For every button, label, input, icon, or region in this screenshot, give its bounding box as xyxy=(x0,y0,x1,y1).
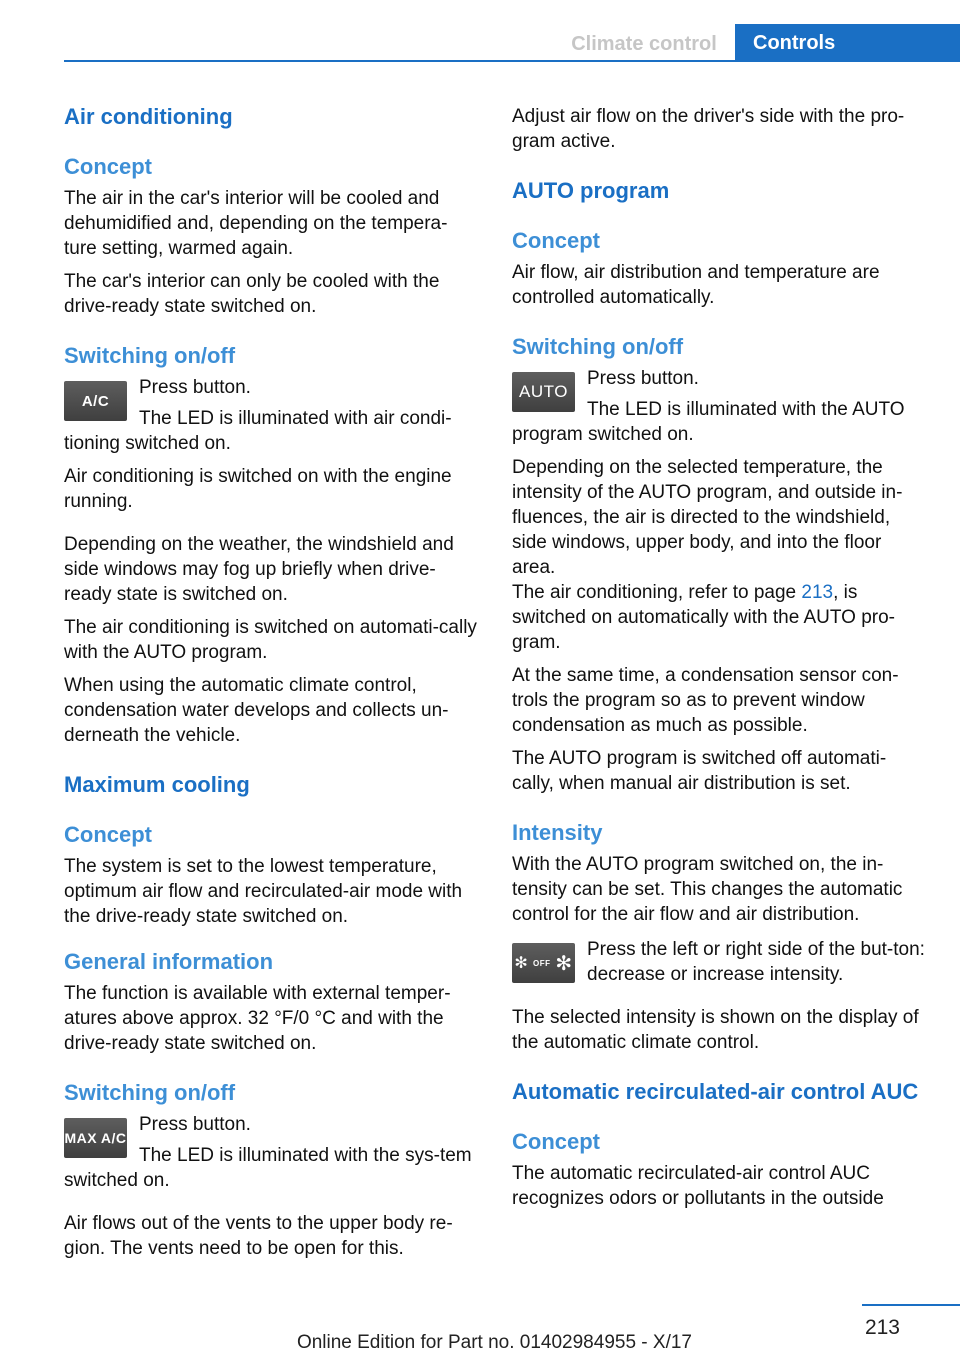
chapter-tab[interactable]: Controls xyxy=(735,24,960,61)
heading-switching: Switching on/off xyxy=(512,334,684,359)
paragraph: Depending on the weather, the windshield and side windows may fog up briefly when drive-ready state is switched on. xyxy=(64,534,454,605)
page-number: 213 xyxy=(864,1316,900,1339)
fan-icon: ✻ xyxy=(555,952,573,975)
heading-general-information: General information xyxy=(64,949,274,974)
fan-icon: ✻ xyxy=(514,955,529,972)
paragraph: Air flow, air distribution and temperature are controlled automatically. xyxy=(512,262,880,308)
intensity-button-icon xyxy=(512,943,575,983)
paragraph: The car's interior can only be cooled with the drive-ready state switched on. xyxy=(64,271,440,317)
paragraph: Air flows out of the vents to the upper body re-gion. The vents need to be open for this. xyxy=(64,1213,453,1259)
paragraph: Adjust air flow on the driver's side with the pro-gram active. xyxy=(512,106,905,152)
paragraph: At the same time, a condensation sensor con-trols the program so as to prevent window condensation as much as possible. xyxy=(512,665,899,736)
paragraph: Press button. xyxy=(139,1114,251,1135)
heading-switching: Switching on/off xyxy=(64,1080,236,1105)
edition-note: Online Edition for Part no. 01402984955 - X/17 xyxy=(296,1332,692,1353)
paragraph: The AUTO program is switched off automati-cally, when manual air distribution is set. xyxy=(512,748,887,794)
paragraph: The system is set to the lowest temperature, optimum air flow and recirculated-air mode with the drive-ready state switched on. xyxy=(64,856,463,927)
left-column xyxy=(64,100,479,1261)
heading-maximum-cooling: Maximum cooling xyxy=(64,772,250,797)
heading-air-conditioning: Air conditioning xyxy=(64,104,233,129)
paragraph: The LED is illuminated with air condi-tioning switched on. xyxy=(64,408,452,454)
heading-switching: Switching on/off xyxy=(64,343,236,368)
paragraph: Press button. xyxy=(139,377,251,398)
heading-auto-program: AUTO program xyxy=(512,178,670,203)
paragraph: When using the automatic climate control, condensation water develops and collects un-derneath the vehicle. xyxy=(64,675,449,746)
heading-concept: Concept xyxy=(64,154,152,179)
paragraph: Press button. xyxy=(587,368,699,389)
paragraph: Depending on the selected temperature, the intensity of the AUTO program, and outside in-fluences, the air is directed to the windshield, side windows, upper body, and into the floor area. xyxy=(512,457,903,578)
right-column xyxy=(512,100,928,1211)
paragraph: The automatic recirculated-air control AUC recognizes odors or pollutants in the outside xyxy=(512,1163,884,1209)
paragraph: The air in the car's interior will be cooled and dehumidified and, depending on the tempera-ture setting, warmed again. xyxy=(64,188,448,259)
heading-concept: Concept xyxy=(512,228,600,253)
paragraph: The LED is illuminated with the sys-tem switched on. xyxy=(64,1145,472,1191)
heading-intensity: Intensity xyxy=(512,820,603,845)
ac-button-icon: A/C xyxy=(64,381,127,421)
paragraph: With the AUTO program switched on, the in-tensity can be set. This changes the automatic control for the air flow and air distribution. xyxy=(512,854,903,925)
paragraph: The function is available with external temper-atures above approx. 32 °F/0 °C and with the drive-ready state switched on. xyxy=(64,983,451,1054)
auto-button-icon: AUTO xyxy=(512,372,575,412)
paragraph: The selected intensity is shown on the display of the automatic climate control. xyxy=(512,1007,919,1053)
page-link[interactable]: 213 xyxy=(801,582,834,603)
section-tab[interactable]: Climate control xyxy=(571,33,717,55)
heading-concept: Concept xyxy=(512,1129,600,1154)
heading-concept: Concept xyxy=(64,822,152,847)
footer-rule xyxy=(862,1304,960,1306)
paragraph: , is switched on automatically with the AUTO pro-gram. xyxy=(512,582,895,653)
paragraph: Press the left or right side of the but-ton: decrease or increase intensity. xyxy=(587,939,925,985)
paragraph: The air conditioning is switched on automati-cally with the AUTO program. xyxy=(64,617,477,663)
fan-off-label: OFF xyxy=(533,958,551,968)
paragraph: The air conditioning, refer to page xyxy=(512,582,802,603)
max-ac-button-icon: MAX A/C xyxy=(64,1118,127,1158)
paragraph: The LED is illuminated with the AUTO program switched on. xyxy=(512,399,905,445)
heading-auc: Automatic recirculated-air control AUC xyxy=(512,1079,919,1104)
paragraph: Air conditioning is switched on with the engine running. xyxy=(64,466,452,512)
